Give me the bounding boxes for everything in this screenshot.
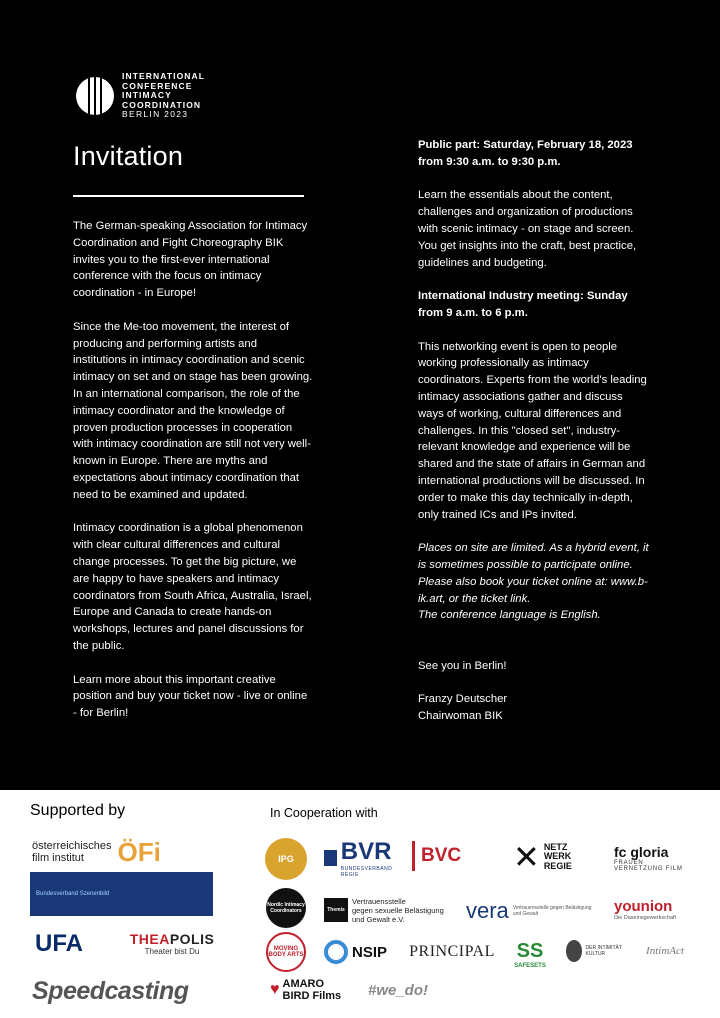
context-paragraph: Since the Me-too movement, the interest of producing and performing artists and institutions in intimacy coordination and scenic intimacy on set and on stage has been growing. In an international comparison, the role of the intimacy coordinator and the knowledge of proven production processes in cooperation with intimacy coordination are still not very well-known in Europe. There are myths and expectations about intimacy coordination that need to be examined and updated. [73,320,313,501]
closing-line: See you in Berlin! [418,659,507,672]
netz-word: NETZ [543,841,568,852]
nordic-logo: Nordic Intimacy Coordinators [266,888,306,928]
conference-logo [76,72,205,120]
nsip-logo [324,936,396,968]
safesets-logo [508,936,552,972]
bvc-text: BVC [421,845,462,866]
cta-paragraph: Learn more about this important creative position and buy your ticket now - live or online - for Berlin! [73,673,308,720]
themis-text: und Gewalt e.V. [352,914,405,924]
younion-logo [614,896,694,922]
themis-text: Vertrauensstelle [352,896,406,906]
netz-x-icon: ✕ [513,839,540,875]
intimacy-culture-text: DER INTIMITÄT KULTUR [585,945,622,957]
title-divider [73,195,304,197]
heart-icon: ♥ [270,981,280,998]
industry-text: This networking event is open to people working professionally as intimacy coordinators. Experts from the world's leading intimacy associations gather and discuss ways of working, cultural differences and challenges. In this "closed set", industry-relevant knowledge and experience will be shared and the state of affairs in German and international productions will be discussed. In order to make this day technically in-depth, only trained ICs and IPs invited. [418,340,647,521]
ufa-logo: UFA [35,930,83,957]
ofi-text: österreichisches [32,840,112,852]
page-title: Invitation [73,141,184,171]
right-column [418,137,650,725]
sponsors-section [0,790,720,1018]
theapolis-logo [130,924,214,962]
signature-role: Chairwoman BIK [418,710,503,723]
moving-body-arts-logo: MOVING BODY ARTS [266,932,306,972]
signature-name: Franzy Deutscher [418,693,508,706]
intimact-logo: IntimAct [646,945,684,957]
szenenbild-text: Bundesverband Szenenbild [36,890,110,897]
netz-word: REGIE [543,860,572,871]
amaro-text: AMARO BIRD Films [282,978,342,1002]
theapolis-tagline: Theater bist Du [144,946,200,956]
ofi-text: film institut [32,852,84,864]
speedcasting-logo: Speedcasting [32,976,189,1005]
amaro-bird-logo [270,978,352,1002]
logo-line: CONFERENCE [122,80,193,91]
vera-subtext: Vertrauensstelle gegen Belästigung und Gewalt [512,905,592,917]
bvc-bar-icon [412,841,415,871]
principal-logo: PRINCIPAL [409,943,495,960]
we-do-logo: #we_do! [367,981,428,999]
conference-logo-icon [76,77,114,115]
public-text: Learn the essentials about the content, challenges and organization of productions with scenic intimacy - on stage and screen. You get insights into the craft, best practice, guidelines and budgeting. [418,189,637,269]
language-note: The conference language is English. [418,609,601,622]
netzwerk-regie-logo [513,838,599,876]
vera-text: vera [466,898,509,923]
ofi-mark: ÖFi [117,836,161,867]
cooperation-heading: In Cooperation with [270,806,378,820]
global-paragraph: Intimacy coordination is a global phenomenon with clear cultural differences and cultural change processes. To get the big picture, we are happy to have speakers and intimacy coordinators from South Africa, Australia, Israel, Europe and Canada to create hands-on workshops, lectures and panel discussions for the public. [73,522,312,652]
netz-word: WERK [543,851,572,862]
logo-city: BERLIN 2023 [122,109,189,119]
public-heading: Public part: Saturday, February 18, 2023 from 9:30 a.m. to 9:30 p.m. [418,139,633,168]
bvr-logo [324,838,398,878]
theapolis-prefix: THEA [129,930,170,947]
themis-logo [324,893,454,927]
left-column [73,218,313,739]
fc-gloria-text: fc gloria [614,844,669,860]
themis-text: gegen sexuelle Belästigung [352,905,444,915]
supported-by-heading: Supported by [30,802,126,819]
figure-icon [566,940,582,962]
bvr-subtext: BUNDESVERBAND REGIE [340,866,393,878]
safesets-text: SAFESETS [514,962,546,969]
themis-box: Themis [324,898,348,922]
nsip-circle-icon [324,940,348,964]
logo-wordmark [122,72,205,120]
fc-gloria-logo [614,840,694,876]
bvr-icon [324,850,337,866]
hybrid-note: Places on site are limited. As a hybrid event, it is sometimes possible to participate online. Please also book your ticket online at: www.b-ik.art, or the ticket link. [418,542,649,605]
bvc-logo [412,834,492,878]
fc-gloria-subtext: FRAUEN VERNETZUNG FILM [614,860,683,872]
intimacy-culture-logo [566,936,626,966]
younion-subtext: Die Daseinsgewerkschaft [614,914,677,921]
logo-line: INTERNATIONAL [122,71,206,81]
nsip-text: NSIP [352,943,388,961]
ipg-logo: IPG [265,838,307,880]
industry-heading: International Industry meeting: Sunday from 9 a.m. to 6 p.m. [418,290,628,319]
intro-paragraph: The German-speaking Association for Intimacy Coordination and Fight Choreography BIK invites you to the first-ever international conference with the focus on intimacy coordination - in Europe! [73,220,308,300]
logo-line: INTIMACY [122,90,172,100]
szenenbild-logo [30,872,213,916]
safesets-mark: SS [516,939,544,962]
younion-text: younion [614,897,673,915]
theapolis-suffix: POLIS [169,930,215,947]
vera-logo [466,896,600,926]
bvr-text: BVR [340,838,392,865]
logo-line: COORDINATION [122,99,202,110]
ofi-logo [32,834,192,870]
